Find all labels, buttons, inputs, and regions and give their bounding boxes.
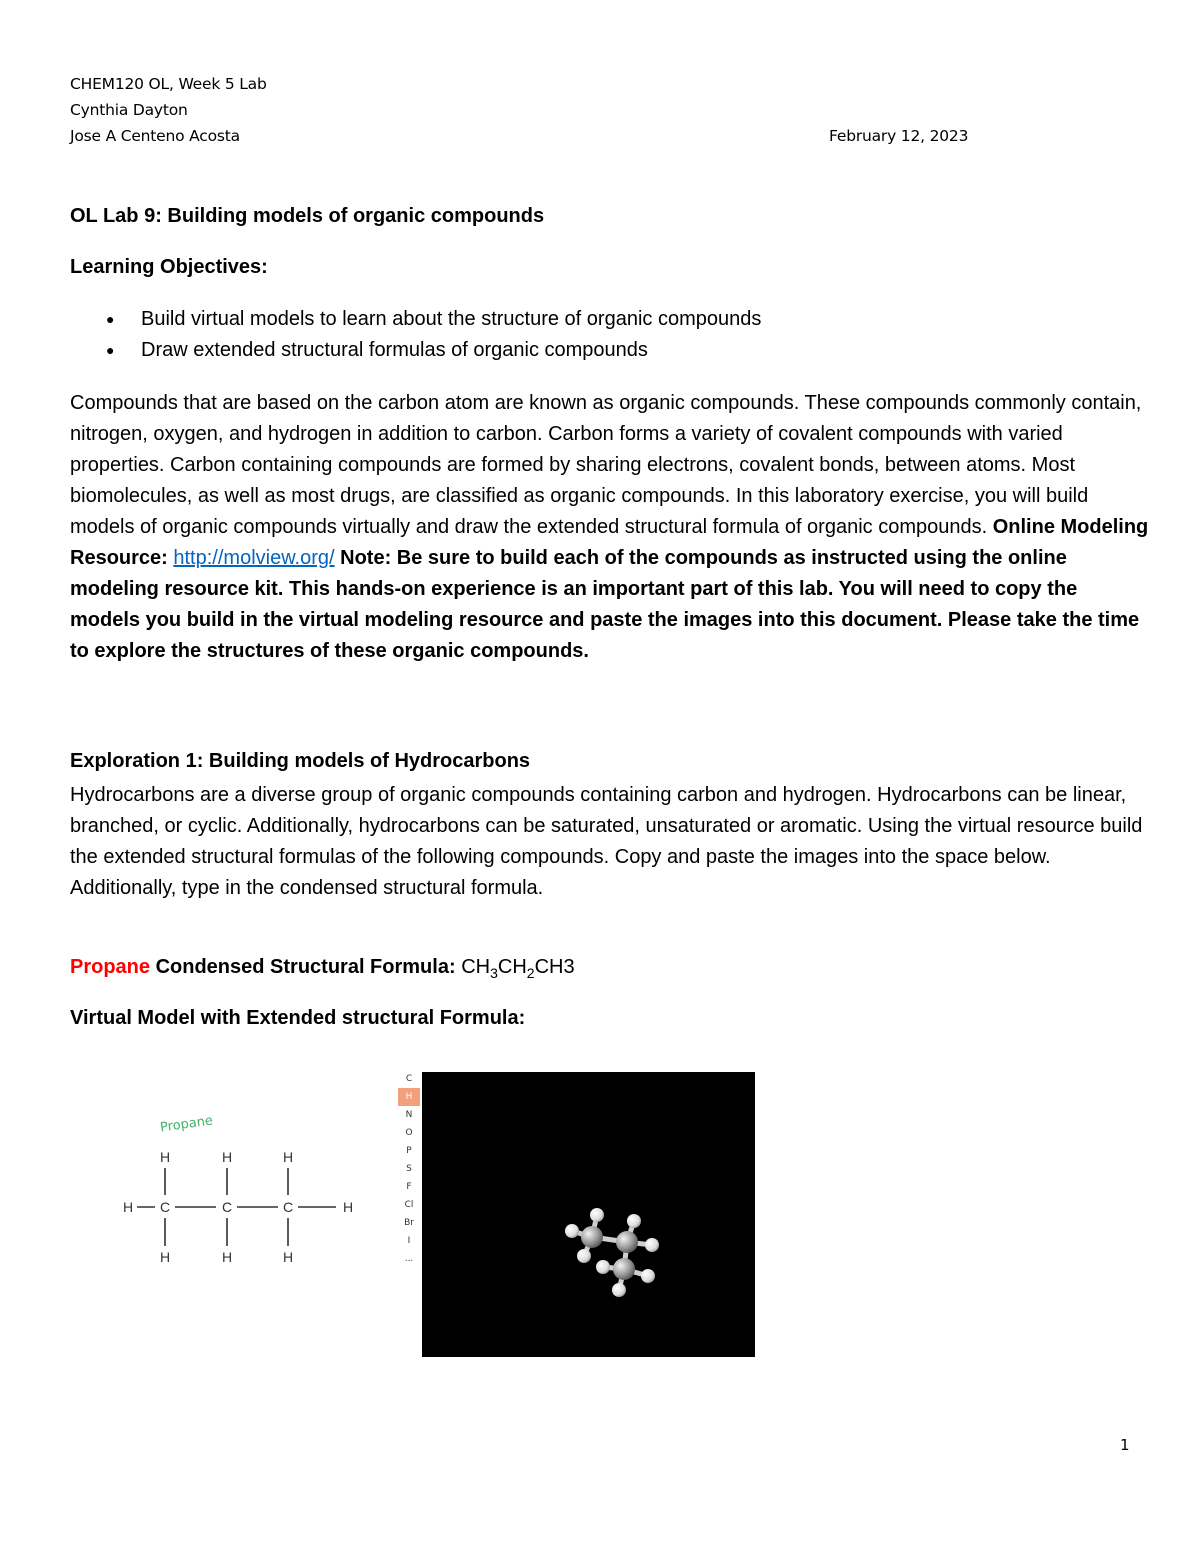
element-h[interactable]: H bbox=[398, 1088, 420, 1106]
hydrogen-atom bbox=[612, 1283, 626, 1297]
document-date: February 12, 2023 bbox=[829, 127, 969, 145]
formula-label: Condensed Structural Formula: bbox=[150, 956, 462, 978]
element-p[interactable]: P bbox=[406, 1146, 412, 1156]
course-header: CHEM120 OL, Week 5 Lab bbox=[70, 75, 267, 93]
objective-item: ● Draw extended structural formulas of organic compounds bbox=[104, 337, 761, 368]
hydrogen-atom bbox=[565, 1224, 579, 1238]
atom-c-1: C bbox=[159, 1199, 171, 1215]
objectives-heading: Learning Objectives: bbox=[70, 256, 268, 278]
intro-paragraph bbox=[70, 388, 1150, 667]
intro-text: Compounds that are based on the carbon atom are known as organic compounds. These compounds commonly contain, nitrogen, oxygen, and hydrogen in addition to carbon. Carbon forms a variety of covalent compounds with varied properties. Carbon containing compounds are formed by sharing electrons, covalent bonds, between atoms. Most biomolecules, as well as most drugs, are classified as organic compounds. In this laboratory exercise, you will build models of organic compounds virtually and draw the extended structural formula of organic compounds. bbox=[70, 392, 1142, 538]
hydrogen-atom bbox=[641, 1269, 655, 1283]
molecule-3d-viewer[interactable] bbox=[422, 1072, 755, 1357]
atom-h-bottom-3: H bbox=[282, 1249, 294, 1265]
carbon-atom bbox=[616, 1231, 638, 1253]
objectives-list bbox=[104, 306, 761, 368]
propane-ball-and-stick-model bbox=[422, 1072, 755, 1357]
atom-c-3: C bbox=[282, 1199, 294, 1215]
element-palette bbox=[398, 1070, 420, 1268]
atom-h-bottom-1: H bbox=[159, 1249, 171, 1265]
carbon-atom bbox=[581, 1226, 603, 1248]
element-n[interactable]: N bbox=[405, 1110, 413, 1120]
compound-name: Propane bbox=[70, 956, 151, 978]
instructor-name: Cynthia Dayton bbox=[70, 101, 188, 119]
carbon-atom bbox=[613, 1258, 635, 1280]
resource-label: Online Modeling Resource: bbox=[70, 516, 1149, 569]
atom-h-left: H bbox=[122, 1199, 134, 1215]
element-br[interactable]: Br bbox=[404, 1218, 414, 1228]
element-i[interactable]: I bbox=[407, 1236, 411, 1246]
objective-item: ● Build virtual models to learn about the structure of organic compounds bbox=[104, 306, 761, 337]
atom-c-2: C bbox=[221, 1199, 233, 1215]
exploration-heading: Exploration 1: Building models of Hydrocarbons bbox=[70, 750, 531, 772]
hydrogen-atom bbox=[645, 1238, 659, 1252]
virtual-model-heading: Virtual Model with Extended structural Formula: bbox=[70, 1007, 526, 1029]
molview-link[interactable]: http://molview.org/ bbox=[173, 547, 335, 569]
handwritten-propane-label: Propane bbox=[159, 1113, 214, 1136]
atom-h-right: H bbox=[342, 1199, 354, 1215]
student-name: Jose A Centeno Acosta bbox=[70, 127, 240, 145]
element-c[interactable]: C bbox=[405, 1074, 413, 1084]
propane-structural-formula bbox=[110, 1110, 370, 1270]
element-more[interactable]: ... bbox=[404, 1254, 414, 1264]
hydrogen-atom bbox=[596, 1260, 610, 1274]
hydrogen-atom bbox=[577, 1249, 591, 1263]
element-f[interactable]: F bbox=[406, 1182, 412, 1192]
exploration-paragraph: Hydrocarbons are a diverse group of organic compounds containing carbon and hydrogen. Hydrocarbons can be linear, branched, or cyclic. Additionally, hydrocarbons can be saturated, unsaturated or aromatic. Using the virtual resource build the extended structural formulas of the following compounds. Copy and paste the images into the space below. Additionally, type in the condensed structural formula. bbox=[70, 784, 1143, 899]
atom-h-top-1: H bbox=[159, 1149, 171, 1165]
lab-title: OL Lab 9: Building models of organic compounds bbox=[70, 205, 545, 227]
atom-h-bottom-2: H bbox=[221, 1249, 233, 1265]
element-o[interactable]: O bbox=[405, 1128, 413, 1138]
propane-formula-line bbox=[70, 956, 575, 981]
element-cl[interactable]: Cl bbox=[404, 1200, 414, 1210]
instruction-note: Note: Be sure to build each of the compounds as instructed using the online modeling resource kit. This hands-on experience is an important part of this lab. You will need to copy the models you build in the virtual modeling resource and paste the images into this document. Please take the time to explore the structures of these organic compounds. bbox=[70, 547, 1140, 662]
hydrogen-atom bbox=[590, 1208, 604, 1222]
atom-h-top-3: H bbox=[282, 1149, 294, 1165]
hydrogen-atom bbox=[627, 1214, 641, 1228]
element-s[interactable]: S bbox=[406, 1164, 412, 1174]
atom-h-top-2: H bbox=[221, 1149, 233, 1165]
formula-value: $CH_3CH_2CH3$ bbox=[461, 956, 575, 981]
page-number: 1 bbox=[1120, 1436, 1130, 1454]
